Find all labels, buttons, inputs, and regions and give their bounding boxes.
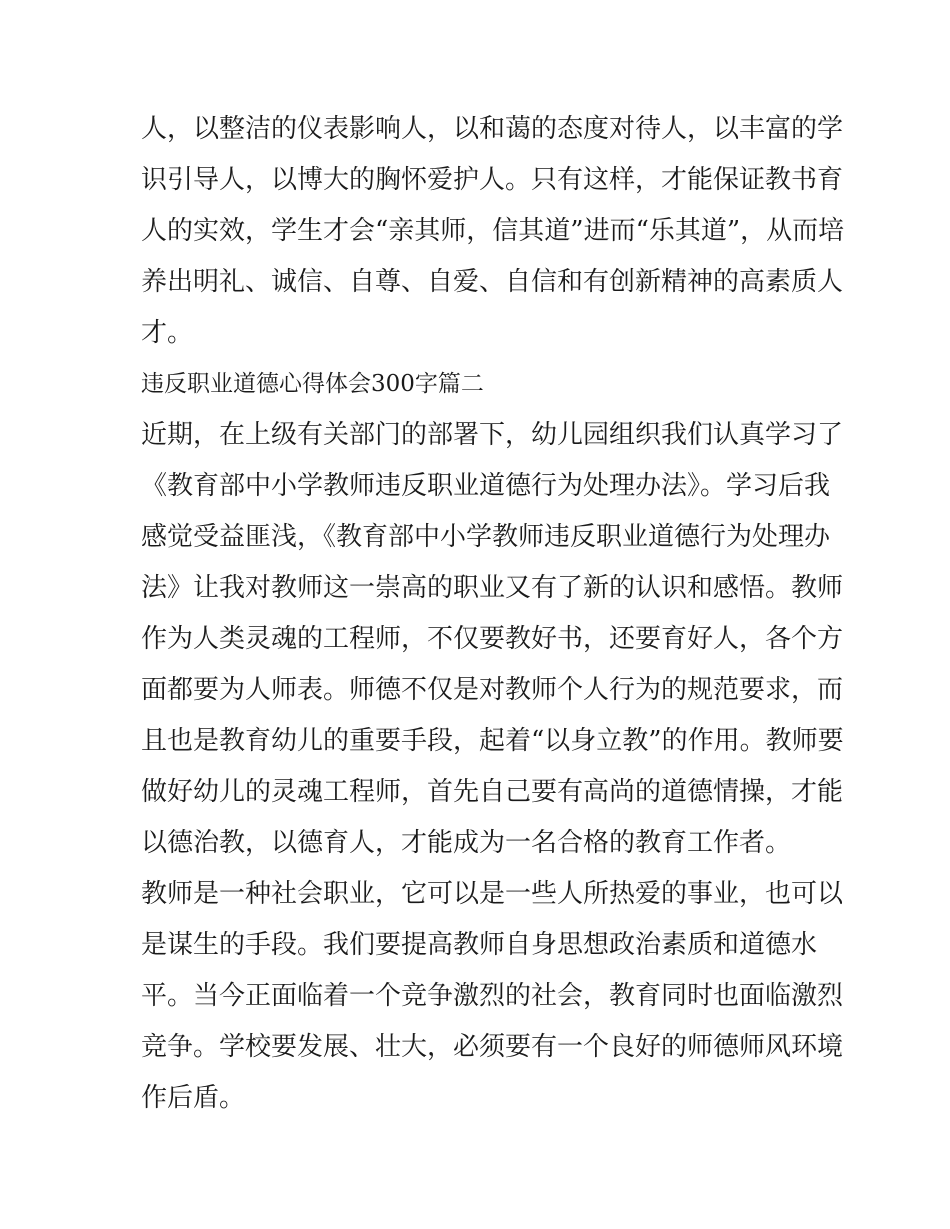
paragraph-line: 是谋生的手段。我们要提高教师自身思想政治素质和道德水 [141, 930, 818, 960]
paragraph-line: 人的实效，学生才会“亲其师，信其道”进而“乐其道”，从而培 [141, 216, 845, 246]
paragraph-line: 识引导人，以博大的胸怀爱护人。只有这样，才能保证教书育 [141, 165, 844, 195]
paragraph-line: 才。 [141, 318, 194, 348]
paragraph-line: 《教育部中小学教师违反职业道德行为处理办法》。学习后我 [141, 471, 831, 501]
paragraph-line: 养出明礼、诚信、自尊、自爱、自信和有创新精神的高素质人 [141, 267, 844, 297]
paragraph-line: 人，以整洁的仪表影响人，以和蔼的态度对待人，以丰富的学 [141, 114, 844, 144]
paragraph-line: 平。当今正面临着一个竞争激烈的社会，教育同时也面临激烈 [141, 981, 844, 1011]
paragraph-line: 近期，在上级有关部门的部署下，幼儿园组织我们认真学习了 [141, 420, 844, 450]
paragraph-line: 感觉受益匪浅，《教育部中小学教师违反职业道德行为处理办 [141, 522, 831, 552]
section-heading: 违反职业道德心得体会300字篇二 [141, 371, 484, 397]
paragraph-line: 作后盾。 [141, 1083, 246, 1113]
paragraph-line: 且也是教育幼儿的重要手段，起着“以身立教”的作用。教师要 [141, 726, 844, 756]
paragraph-line: 作为人类灵魂的工程师，不仅要教好书，还要育好人，各个方 [141, 624, 844, 654]
paragraph-line: 做好幼儿的灵魂工程师，首先自己要有高尚的道德情操，才能 [141, 777, 844, 807]
paragraph-line: 以德治教，以德育人，才能成为一名合格的教育工作者。 [141, 828, 792, 858]
paragraph-line: 教师是一种社会职业，它可以是一些人所热爱的事业，也可以 [141, 879, 844, 909]
paragraph-line: 法》让我对教师这一崇高的职业又有了新的认识和感悟。教师 [141, 573, 844, 603]
paragraph-line: 面都要为人师表。师德不仅是对教师个人行为的规范要求，而 [141, 675, 844, 705]
paragraph-line: 竞争。学校要发展、壮大，必须要有一个良好的师德师风环境 [141, 1032, 844, 1062]
